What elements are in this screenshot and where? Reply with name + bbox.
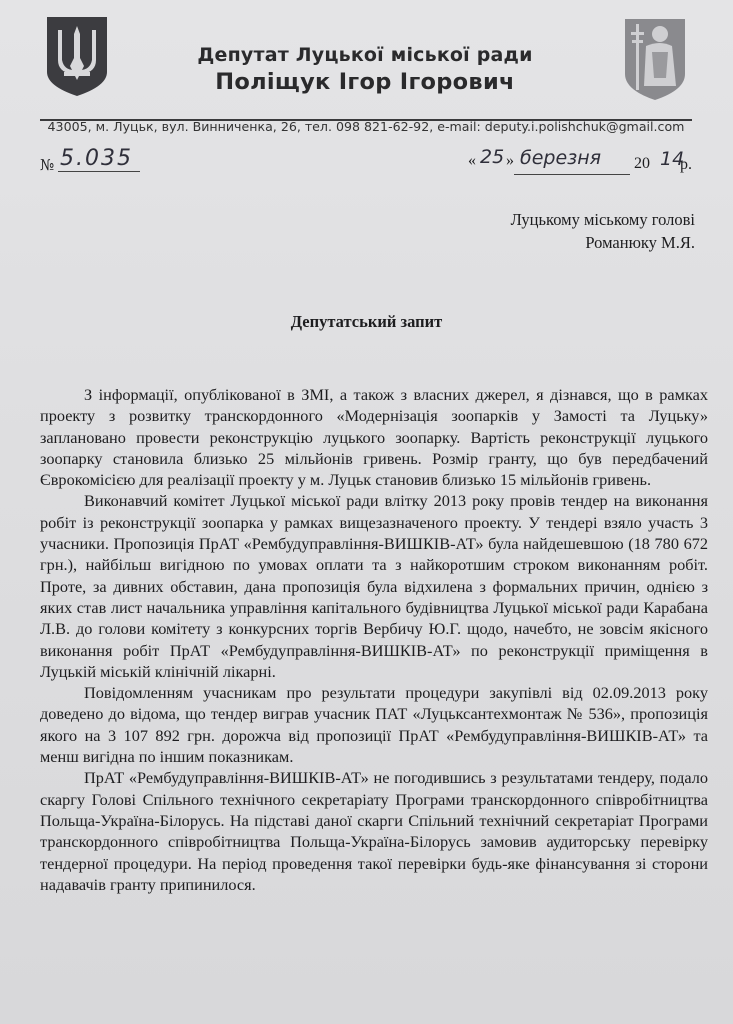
- document-number-underline: [58, 171, 140, 172]
- date-close-quote: »: [506, 152, 514, 169]
- recipient-position: Луцькому міському голові: [510, 210, 695, 229]
- ukraine-trident-coat-of-arms-icon: [44, 14, 110, 98]
- document-number-label: №: [40, 156, 55, 174]
- date-unit: р.: [680, 156, 692, 173]
- header-title: [130, 44, 600, 95]
- lutsk-city-coat-of-arms-icon: [622, 16, 688, 102]
- recipient-name: Романюку М.Я.: [585, 233, 695, 252]
- date-year-prefix: 20: [634, 155, 650, 172]
- body-paragraph-1: З інформації, опублікованої в ЗМІ, а також з власних джерел, я дізнався, що в рамках проекту з розвитку транскордонного «Модернізація зоопарків у Замості та Луцьку» заплановано провести реконструкцію луцького зоопарку. Вартість реконструкції луцького зоопарку становила близько 25 мільйонів гривень. Розмір гранту, що був передбачений Єврокомісією для реалізації проекту у м. Луцьк становив близько 15 мільйонів гривень.: [40, 385, 708, 490]
- date-month: березня: [520, 147, 602, 169]
- body-paragraph-3: Повідомленням учасникам про результати процедури закупівлі від 02.09.2013 року доведено до відома, що тендер виграв учасник ПАТ «Луцьксантехмонтаж № 536», пропозиція якого на 3 107 892 грн. дорожча від пропозиції ПрАТ «Рембудуправління-ВИШКІВ-АТ» та менш вигідна по іншим показникам.: [40, 683, 708, 767]
- date-open-quote: «: [468, 152, 476, 169]
- body-paragraph-4: ПрАТ «Рембудуправління-ВИШКІВ-АТ» не погодившись з результатами тендеру, подало скаргу Голові Спільного технічного секретаріату Програми транскордонного співробітництва Польща-Україна-Білорусь. На підставі даної скарги Спільний технічний секретаріат Програми транскордонного співробітництва Польща-Україна-Білорусь замовив аудиторську перевірку тендерної процедури. На період проведення такої перевірки будь-яке фінансування зі сторони надавачів гранту припинилося.: [40, 768, 708, 894]
- body-paragraph-2: Виконавчий комітет Луцької міської ради влітку 2013 року провів тендер на виконання робіт із реконструкції зоопарка у рамках вищезазначеного проекту. У тендері взяло участь 3 учасники. Пропозиція ПрАТ «Рембудуправління-ВИШКІВ-АТ» була найдешевшою (18 780 672 грн.), найбільш вигідною по умовах оплати та з найкоротшим строком виконанням робіт. Проте, за дивних обставин, дана пропозиція була відхилена з формальних причин, однією з яких став лист начальника управління капітального будівництва Луцької міської ради Карабана Л.В. до голови комітету з конкурсних торгів Вербичу Ю.Г. щодо, начебто, не зовсім якісного виконання робіт ПрАТ «Рембудуправління-ВИШКІВ-АТ» по реконструкції приміщення в Луцькій міській клінічній лікарні.: [40, 491, 708, 681]
- recipient-block: [511, 208, 695, 254]
- date-month-underline: [514, 174, 630, 175]
- deputy-name: Поліщук Ігор Ігорович: [215, 69, 515, 95]
- document-body: [40, 384, 708, 895]
- date-year-suffix: 14: [660, 148, 685, 170]
- document-title: Депутатський запит: [290, 312, 443, 331]
- date-day: 25: [480, 146, 505, 168]
- document-number: 5.035: [60, 146, 133, 171]
- header-address: 43005, м. Луцьк, вул. Винниченка, 26, тел. 098 821-62-92, e-mail: deputy.i.polishchuk@gmail.com: [47, 119, 685, 134]
- deputy-title: Депутат Луцької міської ради: [197, 44, 533, 66]
